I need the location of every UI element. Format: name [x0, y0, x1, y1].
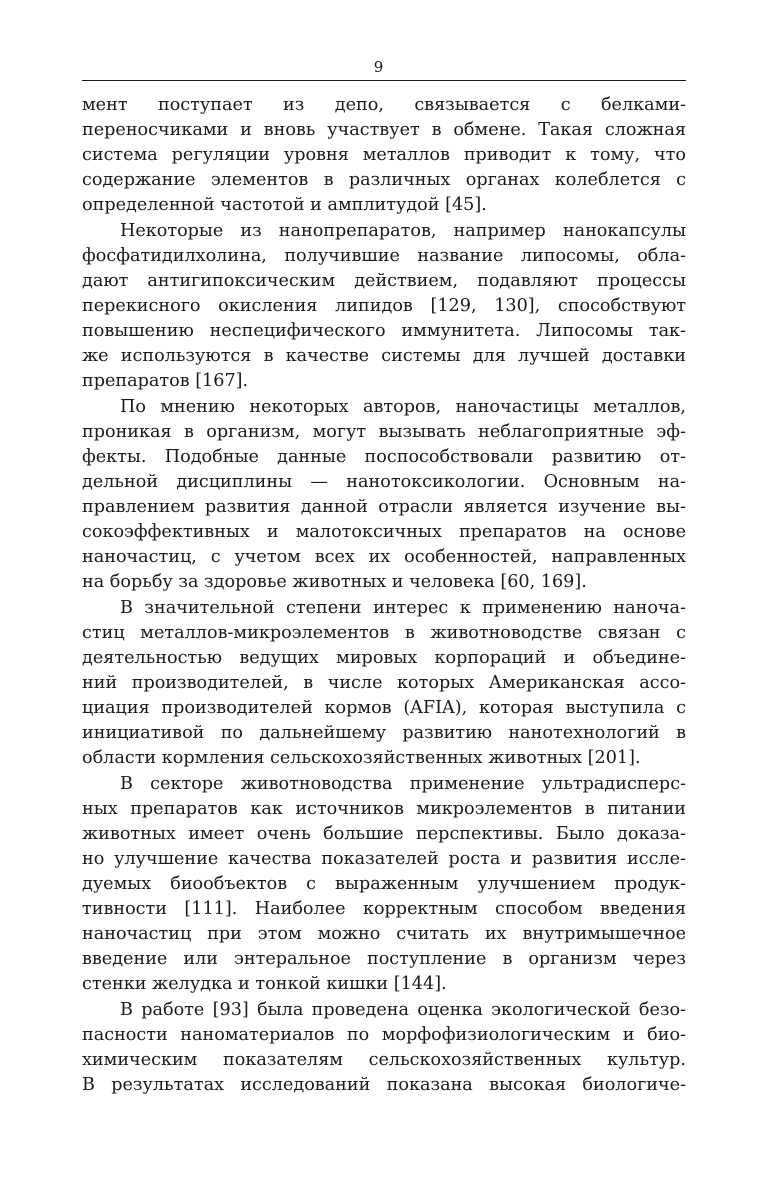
text-line: введение или энтеральное поступление в организм через — [82, 949, 686, 969]
text-line: дают антигипоксическим действием, подавляют процессы — [82, 271, 686, 291]
text-line: правлением развития данной отрасли является изучение вы- — [82, 497, 686, 517]
text-line: же используются в качестве системы для лучшей доставки — [82, 346, 686, 366]
text-line: перекисного окисления липидов [129, 130], способствуют — [82, 296, 686, 316]
text-line: система регуляции уровня металлов приводит к тому, что — [82, 145, 686, 165]
text-line: По мнению некоторых авторов, наночастицы металлов, — [120, 397, 686, 417]
text-line: тивности [111]. Наиболее корректным способом введения — [82, 899, 686, 919]
text-line: повышению неспецифического иммунитета. Липосомы так- — [82, 321, 686, 341]
paragraph-6 — [82, 998, 686, 1098]
text-line: мент поступает из депо, связывается с белками- — [82, 95, 686, 115]
text-line: химическим показателям сельскохозяйственных культур. — [82, 1050, 686, 1070]
text-line: препаратов [167]. — [82, 371, 249, 391]
paragraph-4 — [82, 596, 686, 771]
text-line: стиц металлов-микроэлементов в животноводстве связан с — [82, 623, 686, 643]
text-line: В секторе животноводства применение ультрадисперс- — [120, 774, 686, 794]
text-line: В результатах исследований показана высокая биологиче- — [82, 1075, 686, 1095]
page-number: 9 — [373, 58, 384, 76]
text-line: пасности наноматериалов по морфофизиологическим и био- — [82, 1025, 686, 1045]
text-line: переносчиками и вновь участвует в обмене. Такая сложная — [82, 120, 686, 140]
text-line: животных имеет очень большие перспективы. Было доказа- — [82, 824, 686, 844]
paragraph-2 — [82, 219, 686, 394]
text-body — [82, 93, 686, 1099]
text-line: сокоэффективных и малотоксичных препаратов на основе — [82, 522, 686, 542]
text-line: В значительной степени интерес к применению наноча- — [120, 598, 686, 618]
text-line: определенной частотой и амплитудой [45]. — [82, 195, 487, 215]
paragraph-1 — [82, 93, 686, 218]
text-line: деятельностью ведущих мировых корпораций и объедине- — [82, 648, 686, 668]
text-line: инициативой по дальнейшему развитию нанотехнологий в — [82, 723, 686, 743]
header-rule — [82, 80, 686, 81]
text-line: на борьбу за здоровье животных и человека [60, 169]. — [82, 572, 587, 592]
text-line: В работе [93] была проведена оценка экологической безо- — [120, 1000, 686, 1020]
text-line: дельной дисциплины — нанотоксикологии. Основным на- — [82, 472, 686, 492]
text-line: Некоторые из нанопрепаратов, например нанокапсулы — [120, 221, 686, 241]
text-line: ных препаратов как источников микроэлементов в питании — [82, 799, 686, 819]
text-line: фосфатидилхолина, получившие название липосомы, обла- — [82, 246, 686, 266]
text-line: но улучшение качества показателей роста и развития иссле- — [82, 849, 686, 869]
text-line: циация производителей кормов (AFIA), которая выступила с — [82, 698, 686, 718]
paragraph-5 — [82, 772, 686, 997]
text-line: наночастиц при этом можно считать их внутримышечное — [82, 924, 686, 944]
text-line: области кормления сельскохозяйственных животных [201]. — [82, 748, 641, 768]
text-line: стенки желудка и тонкой кишки [144]. — [82, 974, 447, 994]
text-line: наночастиц, с учетом всех их особенностей, направленных — [82, 547, 686, 567]
text-line: проникая в организм, могут вызывать неблагоприятные эф- — [82, 422, 686, 442]
text-line: дуемых биообъектов с выраженным улучшением продук- — [82, 874, 686, 894]
text-line: фекты. Подобные данные поспособствовали развитию от- — [82, 447, 686, 467]
text-line: содержание элементов в различных органах колеблется с — [82, 170, 686, 190]
text-line: ний производителей, в числе которых Американская ассо- — [82, 673, 686, 693]
paragraph-3 — [82, 395, 686, 595]
